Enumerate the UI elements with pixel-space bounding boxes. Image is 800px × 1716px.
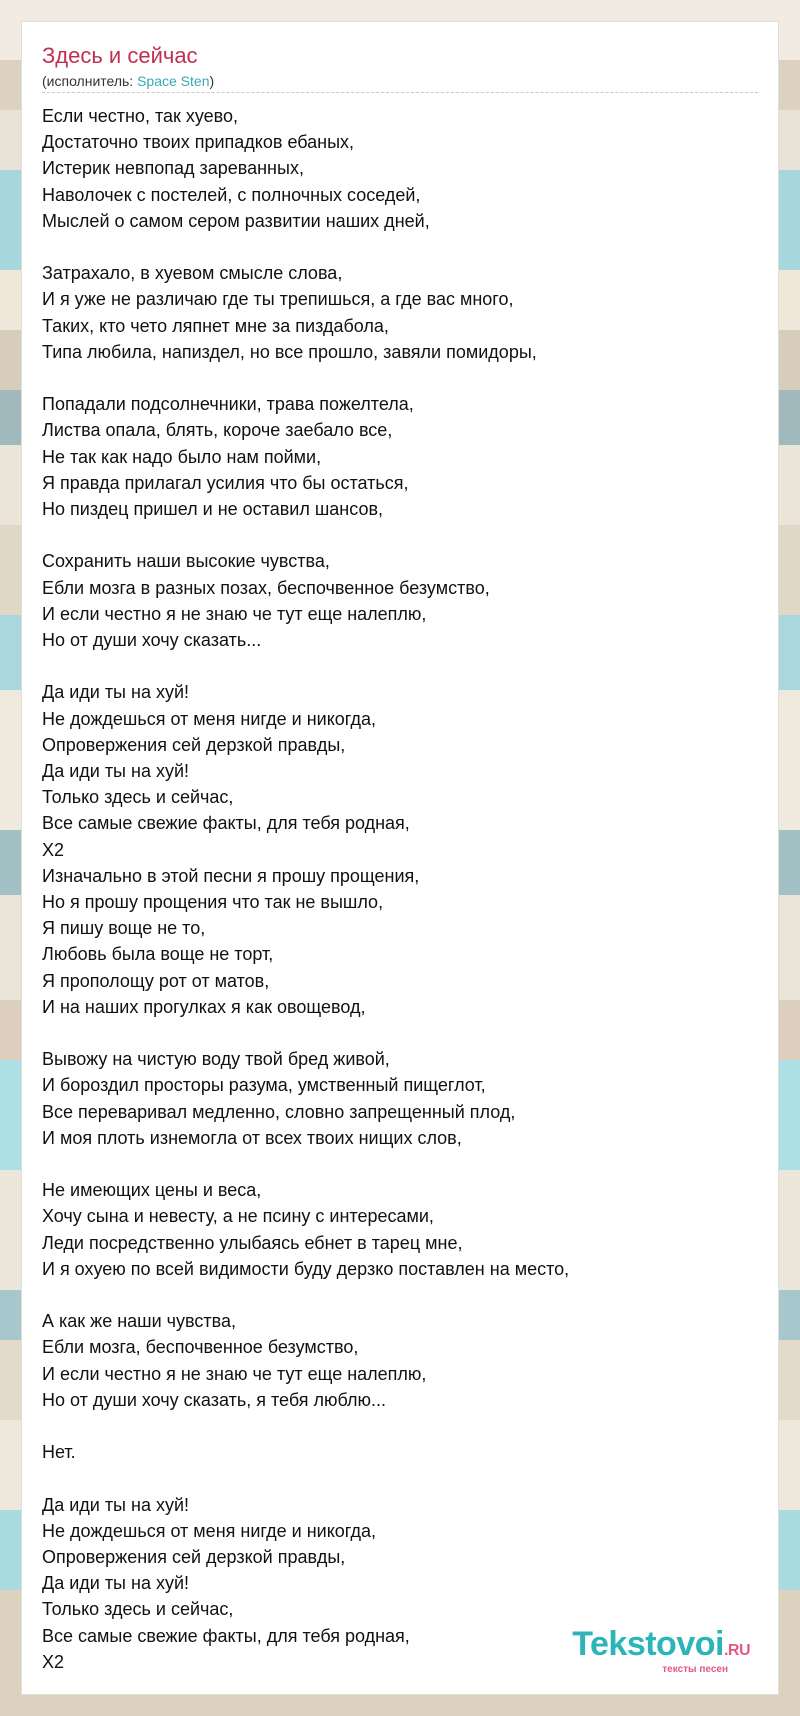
lyric-blank-line: [42, 234, 758, 260]
lyric-line: Не дождешься от меня нигде и никогда,: [42, 1520, 377, 1541]
song-title: Здесь и сейчас: [42, 43, 198, 68]
lyric-line: Типа любила, напиздел, но все прошло, завяли помидоры,: [42, 341, 537, 362]
lyrics-card: [22, 22, 778, 1694]
lyric-line: Любовь была воще не торт,: [42, 944, 274, 965]
lyric-blank-line: [42, 1020, 758, 1046]
lyric-line: Леди посредственно улыбаясь ебнет в тарец мне,: [42, 1232, 463, 1253]
site-logo[interactable]: [572, 1627, 750, 1676]
lyric-line: Только здесь и сейчас,: [42, 1599, 234, 1620]
lyric-blank-line: [42, 522, 758, 548]
lyric-line: Мыслей о самом сером развитии наших дней,: [42, 210, 430, 231]
lyric-line: Я правда прилагал усилия что бы остаться,: [42, 472, 409, 493]
lyric-line: Но я прошу прощения что так не вышло,: [42, 892, 384, 913]
lyric-line: Х2: [42, 839, 65, 860]
lyric-blank-line: [42, 1282, 758, 1308]
lyric-line: Изначально в этой песни я прошу прощения,: [42, 865, 420, 886]
lyric-line: Да иди ты на хуй!: [42, 682, 190, 703]
lyric-line: Достаточно твоих припадков ебаных,: [42, 132, 355, 153]
lyric-line: И моя плоть изнемогла от всех твоих нищих слов,: [42, 1127, 462, 1148]
lyric-line: Затрахало, в хуевом смысле слова,: [42, 263, 343, 284]
lyric-line: Не так как надо было нам пойми,: [42, 446, 322, 467]
lyric-line: Истерик невпопад зареванных,: [42, 158, 304, 179]
lyric-line: И если честно я не знаю че тут еще налеплю,: [42, 1363, 427, 1384]
artist-line: [42, 72, 758, 90]
lyric-line: Если честно, так хуево,: [42, 106, 239, 126]
lyric-line: Да иди ты на хуй!: [42, 1494, 190, 1515]
lyric-line: Вывожу на чистую воду твой бред живой,: [42, 1049, 390, 1070]
artist-prefix: (исполнитель:: [42, 73, 138, 89]
lyric-line: Только здесь и сейчас,: [42, 787, 234, 808]
lyric-blank-line: [42, 365, 758, 391]
lyric-line: И я уже не различаю где ты трепишься, а где вас много,: [42, 289, 514, 310]
lyric-line: И если честно я не знаю че тут еще налеплю,: [42, 603, 427, 624]
lyric-line: Таких, кто чето ляпнет мне за пиздабола,: [42, 315, 389, 336]
lyric-line: Но от души хочу сказать...: [42, 630, 262, 651]
lyric-line: Но от души хочу сказать, я тебя люблю...: [42, 1389, 387, 1410]
lyric-line: Ебли мозга в разных позах, беспочвенное безумство,: [42, 577, 490, 598]
lyric-blank-line: [42, 653, 758, 679]
lyric-line: Листва опала, блять, короче заебало все,: [42, 420, 393, 441]
lyric-line: Все переваривал медленно, словно запрещенный плод,: [42, 1101, 516, 1122]
lyric-blank-line: [42, 1465, 758, 1491]
lyric-line: Я прополощу рот от матов,: [42, 970, 270, 991]
lyric-line: И я охуею по всей видимости буду дерзко поставлен на место,: [42, 1258, 570, 1279]
lyric-blank-line: [42, 1413, 758, 1439]
logo-wordmark: Tekstovoi: [572, 1625, 724, 1663]
lyric-line: Да иди ты на хуй!: [42, 1573, 190, 1594]
artist-suffix: ): [209, 73, 215, 89]
lyrics-text: [42, 103, 758, 1675]
lyric-line: Да иди ты на хуй!: [42, 761, 190, 782]
lyric-line: Не дождешься от меня нигде и никогда,: [42, 708, 377, 729]
lyric-blank-line: [42, 1151, 758, 1177]
lyric-line: Опровержения сей дерзкой правды,: [42, 1547, 346, 1568]
logo-domain: .RU: [723, 1642, 750, 1659]
song-header: [42, 42, 758, 93]
lyric-line: Х2: [42, 1651, 65, 1672]
lyric-line: Все самые свежие факты, для тебя родная,: [42, 1625, 410, 1646]
lyric-line: Попадали подсолнечники, трава пожелтела,: [42, 394, 414, 415]
lyric-line: Наволочек с постелей, с полночных соседей,: [42, 184, 421, 205]
lyric-line: А как же наши чувства,: [42, 1311, 237, 1332]
lyric-line: Опровержения сей дерзкой правды,: [42, 734, 346, 755]
lyric-line: Нет.: [42, 1442, 76, 1463]
lyric-line: Сохранить наши высокие чувства,: [42, 551, 330, 572]
logo-tagline: тексты песен: [662, 1664, 728, 1675]
lyric-line: Все самые свежие факты, для тебя родная,: [42, 813, 410, 834]
lyric-line: Ебли мозга, беспочвенное безумство,: [42, 1337, 359, 1358]
artist-link[interactable]: Space Sten: [137, 73, 210, 89]
lyric-line: Хочу сына и невесту, а не псину с интересами,: [42, 1206, 434, 1227]
lyric-line: И на наших прогулках я как овощевод,: [42, 996, 366, 1017]
lyric-line: Я пишу воще не то,: [42, 918, 206, 939]
lyric-line: Но пиздец пришел и не оставил шансов,: [42, 499, 384, 520]
lyric-line: Не имеющих цены и веса,: [42, 1180, 262, 1201]
lyric-line: И бороздил просторы разума, умственный пищеглот,: [42, 1075, 486, 1096]
